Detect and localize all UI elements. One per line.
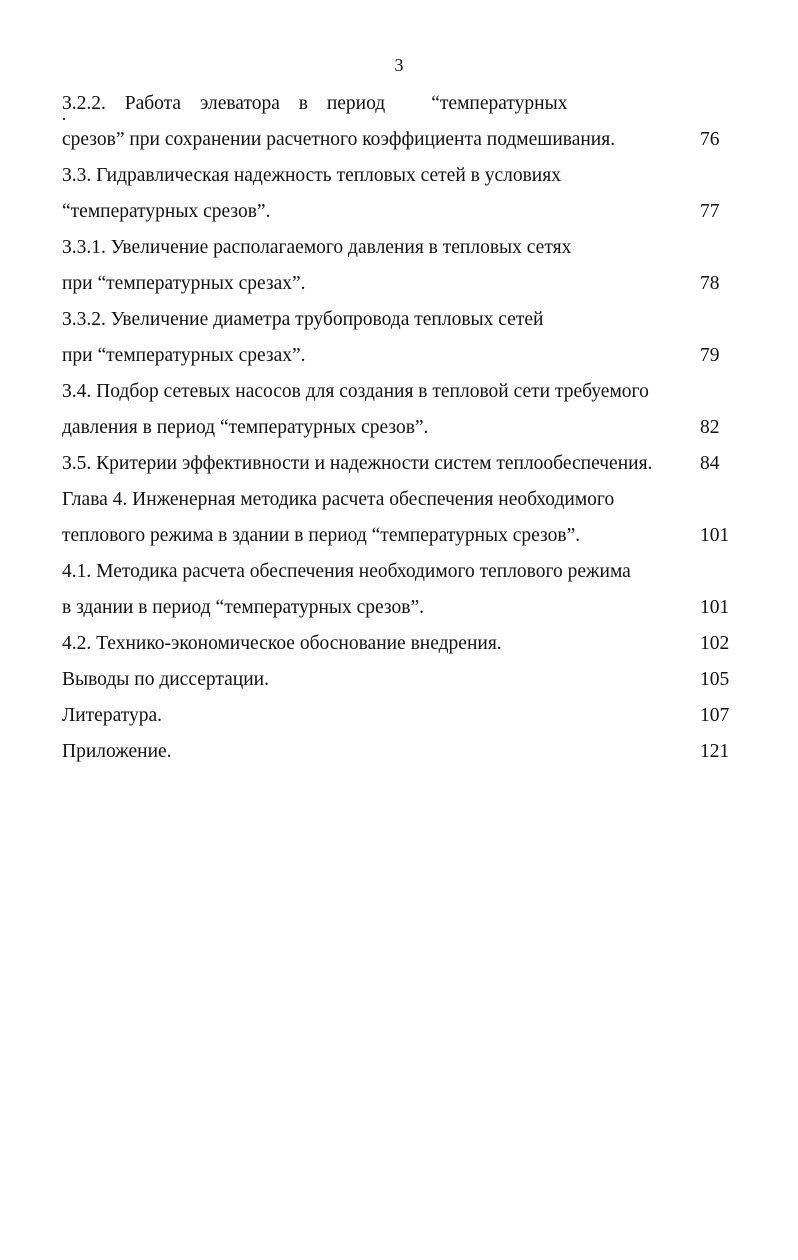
toc-entry-line — [62, 734, 742, 770]
toc-page-number: 105 — [700, 669, 730, 690]
toc-entry-line — [62, 482, 742, 518]
toc-page-number: 121 — [700, 741, 730, 762]
page-number: 3 — [394, 55, 404, 75]
toc-entry-line — [62, 86, 742, 122]
toc-page-number: 102 — [700, 633, 730, 654]
toc-entry-text — [62, 86, 567, 122]
toc-entry-number: 3.2.2. — [62, 93, 106, 114]
toc-entry-text: при “температурных срезах”. — [62, 345, 306, 366]
toc-entry-text: в здании в период “температурных срезов”. — [62, 597, 424, 618]
toc-entry-line — [62, 230, 742, 266]
toc-entry-line — [62, 374, 742, 410]
toc-entry-line — [62, 518, 742, 554]
toc-entry-text: Выводы по диссертации. — [62, 669, 269, 690]
toc-entry-text: 3.3.1. Увеличение располагаемого давления в тепловых сетях — [62, 237, 572, 258]
toc-page-number: 78 — [700, 273, 720, 294]
toc-entry-line — [62, 194, 742, 230]
toc-entry-text: Глава 4. Инженерная методика расчета обеспечения необходимого — [62, 489, 615, 510]
toc-entry-line — [62, 266, 742, 302]
toc-entry-line — [62, 158, 742, 194]
toc-entry-line — [62, 662, 742, 698]
toc-page-number: 79 — [700, 345, 720, 366]
toc-entry-text: 4.2. Технико-экономическое обоснование внедрения. — [62, 633, 502, 654]
toc-entry-text: теплового режима в здании в период “температурных срезов”. — [62, 525, 581, 546]
toc-entry-line — [62, 302, 742, 338]
toc-page-number: 101 — [700, 597, 730, 618]
toc-page-number: 84 — [700, 453, 720, 474]
toc-page-number: 77 — [700, 201, 720, 222]
toc-entry-text: при “температурных срезах”. — [62, 273, 306, 294]
toc-entry-line — [62, 554, 742, 590]
toc-page-number: 76 — [700, 129, 720, 150]
toc-entry-text: срезов” при сохранении расчетного коэффициента подмешивания. — [62, 129, 616, 150]
toc-page-number: 82 — [700, 417, 720, 438]
toc-entry-text: 3.5. Критерии эффективности и надежности систем теплообеспечения. — [62, 453, 653, 474]
toc-entry-line — [62, 698, 742, 734]
toc-entry-text: 3.3.2. Увеличение диаметра трубопровода тепловых сетей — [62, 309, 544, 330]
toc-entry-title-part: Работа элеватора в период — [124, 93, 386, 114]
toc-entry-text: Приложение. — [62, 741, 172, 762]
toc-entry-text: 4.1. Методика расчета обеспечения необходимого теплового режима — [62, 561, 631, 582]
toc-entries — [62, 158, 742, 770]
toc-entry-line — [62, 446, 742, 482]
toc-entry-text: “температурных срезов”. — [62, 201, 271, 222]
toc-entry-line — [62, 410, 742, 446]
toc-entry-title-part: “температурных — [431, 93, 568, 114]
toc-entry-text: 3.3. Гидравлическая надежность тепловых сетей в условиях — [62, 165, 561, 186]
toc-entry-text: 3.4. Подбор сетевых насосов для создания в тепловой сети требуемого — [62, 381, 649, 402]
toc-entry-line — [62, 122, 742, 158]
toc-entry-line — [62, 590, 742, 626]
toc-entry-text: Литература. — [62, 705, 163, 726]
table-of-contents — [62, 86, 742, 770]
toc-page-number: 101 — [700, 525, 730, 546]
toc-entry-text: давления в период “температурных срезов”. — [62, 417, 429, 438]
toc-entry-line — [62, 626, 742, 662]
toc-page-number: 107 — [700, 705, 730, 726]
toc-entry-line — [62, 338, 742, 374]
